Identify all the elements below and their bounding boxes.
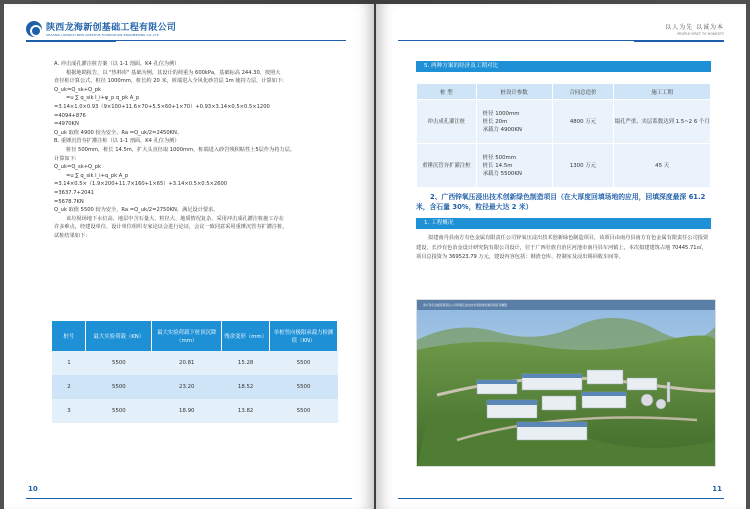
section-heading: 1. 工程概况 bbox=[416, 218, 711, 229]
slogan bbox=[665, 22, 724, 36]
slogan-en: PEOPLE FIRST TO HONESTY bbox=[677, 32, 724, 36]
text-line: 许多难点，经建设单位、设计单位组织专家论证会进行论证，会议一致同意采用重锤沉管夯扩灌注桩， bbox=[54, 224, 288, 231]
aerial-rendering-graphic bbox=[417, 300, 716, 467]
param-line: 桩径 1000mm bbox=[482, 110, 520, 117]
right-page bbox=[376, 4, 746, 509]
param-line: 承载力 5500KN bbox=[482, 170, 522, 177]
formula-line: =u ∑ q_sik l_i+q_pk A_p bbox=[66, 172, 129, 179]
table-header: 施工工期 bbox=[614, 84, 711, 100]
pile-type-cell: 重锤沉管夯扩灌注桩 bbox=[417, 144, 477, 188]
formula-line: =4094+876 bbox=[54, 112, 86, 119]
table-cell: 2 bbox=[52, 375, 86, 399]
table-row bbox=[52, 399, 338, 423]
table-header: 最大实验荷载下桩顶沉降（mm） bbox=[152, 321, 222, 351]
table-cell: 5500 bbox=[270, 351, 338, 375]
table-header: 最大实验荷载（KN） bbox=[86, 321, 152, 351]
formula-line: Q_uk=Q_sk+Q_pk bbox=[54, 86, 102, 93]
table-cell: 20.81 bbox=[152, 351, 222, 375]
header-accent-bar bbox=[634, 40, 724, 42]
table-header-row bbox=[52, 321, 338, 351]
table-header: 桩号 bbox=[52, 321, 86, 351]
table-row bbox=[52, 375, 338, 399]
text-line: 该垃圾场地下水位高、地层中含石量大、粒径大、地质情况复杂，采用冲击成孔灌注桩施工存在 bbox=[66, 215, 284, 222]
text-line: 直径桩计算公式，桩径 1000mm，桩长约 20 米，桩端进入全风化砂岩层 1m 使持力层，计算如下: bbox=[54, 78, 284, 85]
aerial-rendering-image bbox=[416, 299, 716, 467]
company-name: 陕西龙海新创基础工程有限公司 bbox=[46, 23, 177, 33]
text-line: 计算如下: bbox=[54, 155, 77, 162]
params-cell bbox=[476, 100, 552, 144]
header-accent-bar bbox=[26, 40, 116, 42]
formula-line: =3.14×0.5×（1.9×200+11.7×160+1×65）+3.14×0.5×0.5×2600 bbox=[54, 181, 228, 188]
table-cell: 3 bbox=[52, 399, 86, 423]
table-row bbox=[417, 100, 711, 144]
cost-cell: 4800 万元 bbox=[552, 100, 614, 144]
table-cell: 5500 bbox=[86, 351, 152, 375]
table-header-row bbox=[417, 84, 711, 100]
period-cell: 塌孔严重、夹层系数达到 1.5~2 6 个月 bbox=[614, 100, 711, 144]
text-line: 桩径 500mm，桩长 14.5m，扩大头直径取 1000mm，桩端进入砂岩残积粘性土5层作为持力层。 bbox=[66, 146, 295, 153]
table-header: 残余变形（mm） bbox=[222, 321, 270, 351]
param-line: 桩长 14.5m bbox=[482, 162, 513, 169]
left-page bbox=[4, 4, 374, 509]
formula-line: =u ∑ q_sik l_i+ψ_p q_pk A_p bbox=[66, 95, 140, 102]
text-line: 试桩结果如下： bbox=[54, 232, 91, 239]
text-line: B. 重锤沉管夯扩灌注桩（以 1-1 剖面，K4 孔位为例） bbox=[54, 138, 180, 145]
table-header: 桩设计参数 bbox=[476, 84, 552, 100]
table-cell: 5500 bbox=[270, 399, 338, 423]
cost-cell: 1300 万元 bbox=[552, 144, 614, 188]
text-line: A. 冲击成孔灌注桩方案（以 1-1 剖面，K4 孔位为例） bbox=[54, 61, 180, 67]
table-cell: 15.28 bbox=[222, 351, 270, 375]
overview-paragraph: 拟建南丹县南方有色金属有限责任公司锌氧压浸出技术创新绿色制造项目，该项目由南丹县南方有色金属有限责任公司投资建设，长沙有色冶金设计研究院有限公司设计，位于广西壮族自治区河池市南丹县车河镇上，本次拟建建筑占地 70445.71㎡，项目总投资为 369523.79 万元，建设内容包括：钢渣仓库、控制室及浸出锡回收车间等。 bbox=[416, 235, 709, 261]
table-cell: 5500 bbox=[270, 375, 338, 399]
text-line: 根据地勘报告，以 "热料库" 基础为例，其设计的荷重为 600kPa，基础标高 244.30，按照大 bbox=[66, 69, 281, 76]
page-number: 10 bbox=[28, 485, 38, 493]
comparison-table bbox=[416, 83, 711, 188]
param-line: 桩长 20m bbox=[482, 118, 508, 125]
calculation-text bbox=[54, 60, 339, 240]
table-cell: 5500 bbox=[86, 399, 152, 423]
page-number: 11 bbox=[712, 485, 722, 493]
table-header: 合同总造价 bbox=[552, 84, 614, 100]
formula-line: =4970KN bbox=[54, 121, 79, 128]
table-cell: 1 bbox=[52, 351, 86, 375]
formula-line: =3.14×1.0×0.93（9×100+11.6×70+5.5×60+1×70）+0.93×3.14×0.5×0.5×1200 bbox=[54, 103, 270, 110]
table-cell: 13.82 bbox=[222, 399, 270, 423]
test-pile-table bbox=[52, 321, 338, 423]
company-name-en: SHAANXI LONGHAI NEW CREATIVE FOUNDATION ENGINEERING CO.,LTD bbox=[46, 33, 159, 37]
params-cell bbox=[476, 144, 552, 188]
formula-line: Q_uk=Q_sk+Q_pk bbox=[54, 164, 102, 171]
company-logo bbox=[26, 20, 176, 37]
text-line: Q_uk 取值 5500 较为安全，Ra =Q_uk/2=2750KN，满足设计要求。 bbox=[54, 207, 219, 214]
slogan-cn: 以人为先 以诚为本 bbox=[665, 24, 724, 31]
table-header: 单桩竖向极限承载力检测值（KN） bbox=[270, 321, 338, 351]
table-header: 桩 型 bbox=[417, 84, 477, 100]
footer-rule bbox=[26, 498, 352, 499]
table-cell: 5500 bbox=[86, 375, 152, 399]
table-cell: 23.20 bbox=[152, 375, 222, 399]
photo-caption: 南方有色金属有限责任公司锌氧压浸出技术创新绿色制造项目鸟瞰图 bbox=[423, 303, 507, 307]
pile-type-cell: 冲击成孔灌注桩 bbox=[417, 100, 477, 144]
table-row bbox=[52, 351, 338, 375]
footer-rule bbox=[398, 498, 724, 499]
param-line: 承载力 4900KN bbox=[482, 126, 522, 133]
text-line: Q_uk 取值 4900 较为安全，Ra =Q_uk/2=2450KN。 bbox=[54, 129, 183, 136]
formula-line: =5678.7KN bbox=[54, 198, 84, 205]
formula-line: =3637.7+2041 bbox=[54, 189, 95, 196]
table-cell: 18.52 bbox=[222, 375, 270, 399]
period-cell: 45 天 bbox=[614, 144, 711, 188]
project-title: 2、广西锌氧压浸出技术创新绿色制造项目（在大厚度回填场地的应用，回填深度最深 61.2 米，含石量 30%，粒径最大达 2 米） bbox=[416, 193, 706, 211]
table-cell: 18.90 bbox=[152, 399, 222, 423]
company-logo-icon bbox=[26, 21, 42, 37]
param-line: 桩径 500mm bbox=[482, 154, 517, 161]
section-heading: 5. 两种方案的经济及工期对比 bbox=[416, 61, 711, 72]
table-row bbox=[417, 144, 711, 188]
